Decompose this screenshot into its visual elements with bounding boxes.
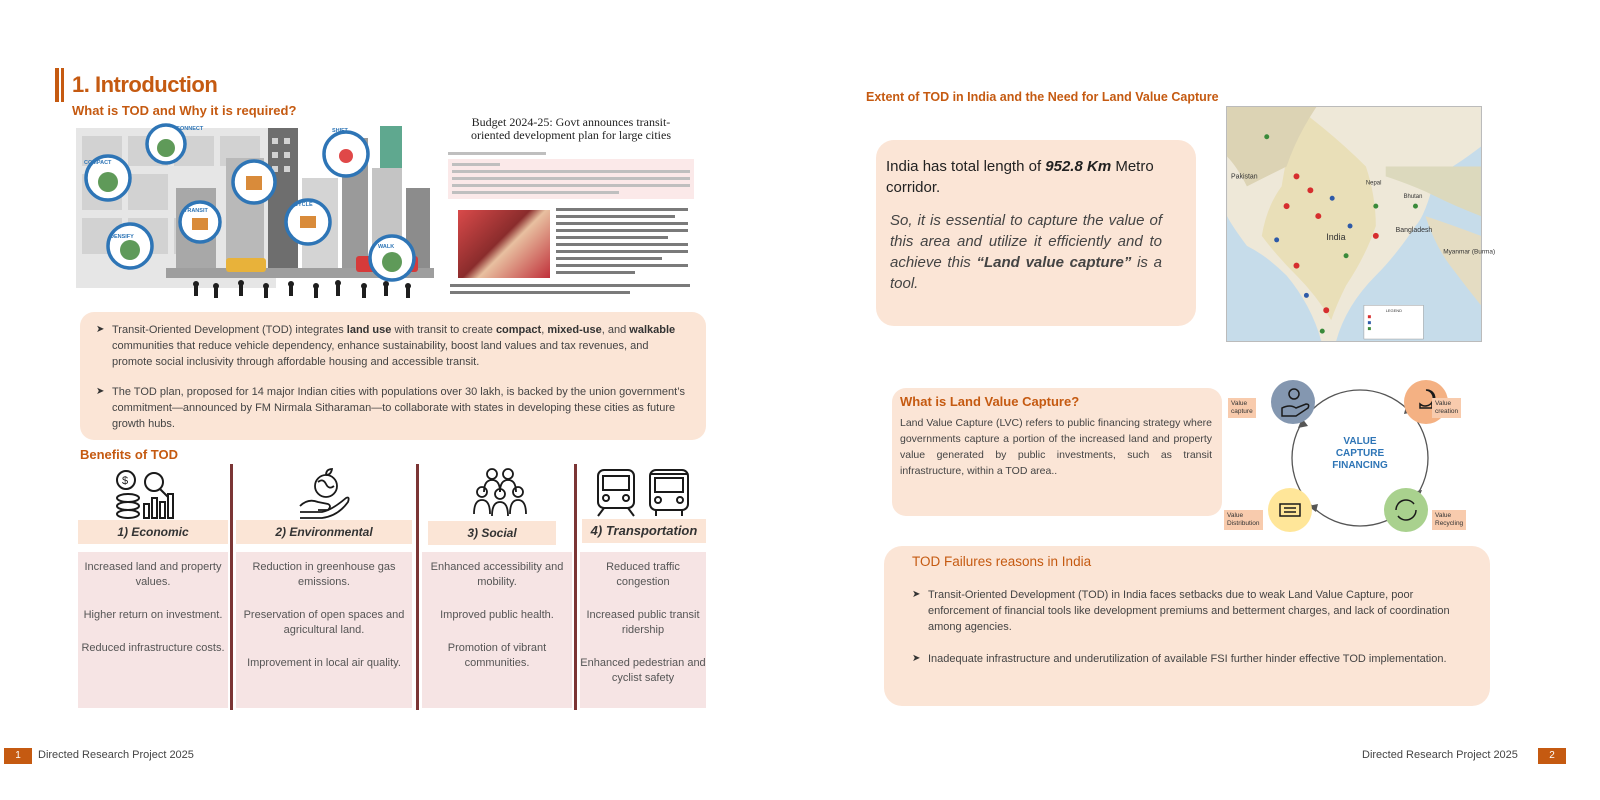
- column-divider: [574, 464, 577, 710]
- map-label-india: India: [1326, 231, 1346, 242]
- benefit-heading-social: 3) Social: [428, 521, 556, 545]
- benefit-item: Improvement in local air quality.: [247, 657, 401, 669]
- india-metro-map: [1226, 106, 1496, 342]
- page-title: 1. Introduction: [72, 72, 218, 97]
- cycle-center-line: FINANCING: [1332, 460, 1388, 471]
- map-label-bhutan: Bhutan: [1403, 194, 1423, 201]
- benefit-list-economic: [78, 552, 228, 708]
- illus-label-walk: WALK: [378, 244, 395, 250]
- cycle-center-line: CAPTURE: [1335, 448, 1385, 459]
- illus-label-cycle: CYCLE: [294, 202, 313, 208]
- lvc-panel: [892, 388, 1222, 516]
- benefit-item: Increased land and property values.: [84, 561, 222, 588]
- arrow-bullet-icon: ➤: [912, 589, 921, 600]
- illus-label-densify: DENSIFY: [110, 234, 134, 240]
- eco-hand-icon: [296, 468, 354, 518]
- tod-city-illustration: [76, 118, 434, 306]
- benefit-item: Reduced traffic congestion: [606, 561, 680, 588]
- illus-label-shift: SHIFT: [332, 128, 348, 134]
- footer-text-left: Directed Research Project 2025: [38, 749, 194, 761]
- train-bus-icon: [594, 466, 694, 518]
- benefit-item: Reduced infrastructure costs.: [81, 642, 225, 654]
- community-icon: [472, 466, 528, 518]
- failure-bullet: [912, 587, 1468, 635]
- news-headline: Budget 2024-25: Govt announces transit-oriented development plan for large cities: [470, 115, 672, 142]
- column-divider: [416, 464, 419, 710]
- title-accent-bar: [55, 68, 59, 102]
- news-photo: [458, 210, 550, 278]
- page-number-1: 1: [4, 748, 32, 764]
- failures-title: TOD Failures reasons in India: [912, 554, 1092, 569]
- arrow-bullet-icon: ➤: [912, 653, 921, 664]
- benefit-item: Increased public transit ridership: [586, 609, 700, 636]
- news-summary: [448, 152, 694, 199]
- intro-bullet: [96, 384, 688, 432]
- benefits-title: Benefits of TOD: [80, 447, 178, 462]
- benefit-list-transportation: [580, 552, 706, 708]
- benefit-heading-economic: 1) Economic: [78, 520, 228, 544]
- cycle-label-value-distribution: Value Distribution: [1224, 510, 1263, 530]
- tod-failures-panel: [884, 546, 1490, 706]
- column-divider: [230, 464, 233, 710]
- cycle-label-value-capture: Value capture: [1228, 398, 1256, 418]
- benefit-item: Enhanced accessibility and mobility.: [430, 561, 564, 588]
- illus-label-compact: COMPACT: [84, 160, 112, 166]
- map-label-nepal: Nepal: [1365, 180, 1382, 187]
- intro-bullet: [96, 322, 688, 370]
- intro-bullet-text: Transit-Oriented Development (TOD) integrates land use with transit to create compact, mixed-use, and walkable communities that reduce vehicle dependency, enhance sustainability, boost land values and tax revenues, and promote social inclusivity through affordable housing and accessible transit.: [112, 324, 676, 368]
- cycle-label-value-creation: Value creation: [1432, 398, 1461, 418]
- map-label-pakistan: Pakistan: [1231, 173, 1258, 181]
- illus-label-transit: TRANSIT: [184, 208, 208, 214]
- metro-length-text: India has total length of 952.8 Km Metro corridor.: [886, 158, 1154, 196]
- benefit-item: Promotion of vibrant communities.: [447, 642, 547, 669]
- arrow-bullet-icon: ➤: [96, 324, 105, 335]
- benefit-heading-transportation: 4) Transportation: [582, 519, 706, 543]
- illus-label-connect: CONNECT: [176, 126, 204, 132]
- lvc-need-quote: So, it is essential to capture the value of this area and utilize it efficiently and to achieve this “Land value capture” is a tool.: [890, 212, 1162, 292]
- failure-bullet-text: Transit-Oriented Development (TOD) in India faces setbacks due to weak Land Value Capture, poor enforcement of financial tools like development premiums and betterment charges, and lack of coordination among agencies.: [928, 589, 1450, 633]
- failure-bullet-text: Inadequate infrastructure and underutilization of available FSI further hinder effective TOD implementation.: [928, 653, 1447, 665]
- failure-bullet: [912, 651, 1468, 667]
- intro-panel: [80, 312, 706, 440]
- value-distribution-node: [1268, 488, 1312, 532]
- footer-text-right: Directed Research Project 2025: [1362, 749, 1518, 761]
- metro-panel: [876, 140, 1196, 326]
- lvc-title: What is Land Value Capture?: [900, 394, 1080, 409]
- cycle-center-line: VALUE: [1343, 436, 1377, 447]
- value-recycling-node: [1384, 488, 1428, 532]
- benefit-item: Reduction in greenhouse gas emissions.: [252, 561, 396, 588]
- money-growth-icon: [112, 468, 176, 520]
- page-number-2: 2: [1538, 748, 1566, 764]
- benefit-item: Higher return on investment.: [83, 609, 223, 621]
- title-accent-bar: [61, 68, 64, 102]
- benefit-item: Improved public health.: [440, 609, 554, 621]
- cycle-label-value-recycling: Value Recycling: [1432, 510, 1466, 530]
- intro-bullet-text: The TOD plan, proposed for 14 major Indian cities with populations over 30 lakh, is backed by the union government’s commitment—announced by FM Nirmala Sitharaman—to collaborate with states in developing these cities as future growth hubs.: [112, 386, 685, 430]
- map-legend-title: LEGEND: [1385, 308, 1402, 314]
- news-clipping: [446, 112, 696, 302]
- benefit-list-social: [422, 552, 572, 708]
- map-label-myanmar: Myanmar (Burma): [1443, 248, 1496, 256]
- section-title: Extent of TOD in India and the Need for Land Value Capture: [866, 90, 1219, 104]
- arrow-bullet-icon: ➤: [96, 386, 105, 397]
- page-subtitle: What is TOD and Why it is required?: [72, 103, 297, 118]
- map-label-bangladesh: Bangladesh: [1395, 226, 1433, 234]
- lvc-definition: Land Value Capture (LVC) refers to public financing strategy where governments capture a portion of the increased land and property value generated by public investments, such as transit infrastructure, within a TOD area..: [900, 417, 1212, 477]
- news-body: [556, 208, 688, 278]
- value-capture-node: [1271, 380, 1315, 424]
- benefit-item: Enhanced pedestrian and cyclist safety: [580, 657, 706, 684]
- benefit-list-environmental: [236, 552, 412, 708]
- svg-text:$: $: [122, 475, 129, 487]
- benefit-heading-environmental: 2) Environmental: [236, 520, 412, 544]
- benefit-item: Preservation of open spaces and agricultural land.: [243, 609, 405, 636]
